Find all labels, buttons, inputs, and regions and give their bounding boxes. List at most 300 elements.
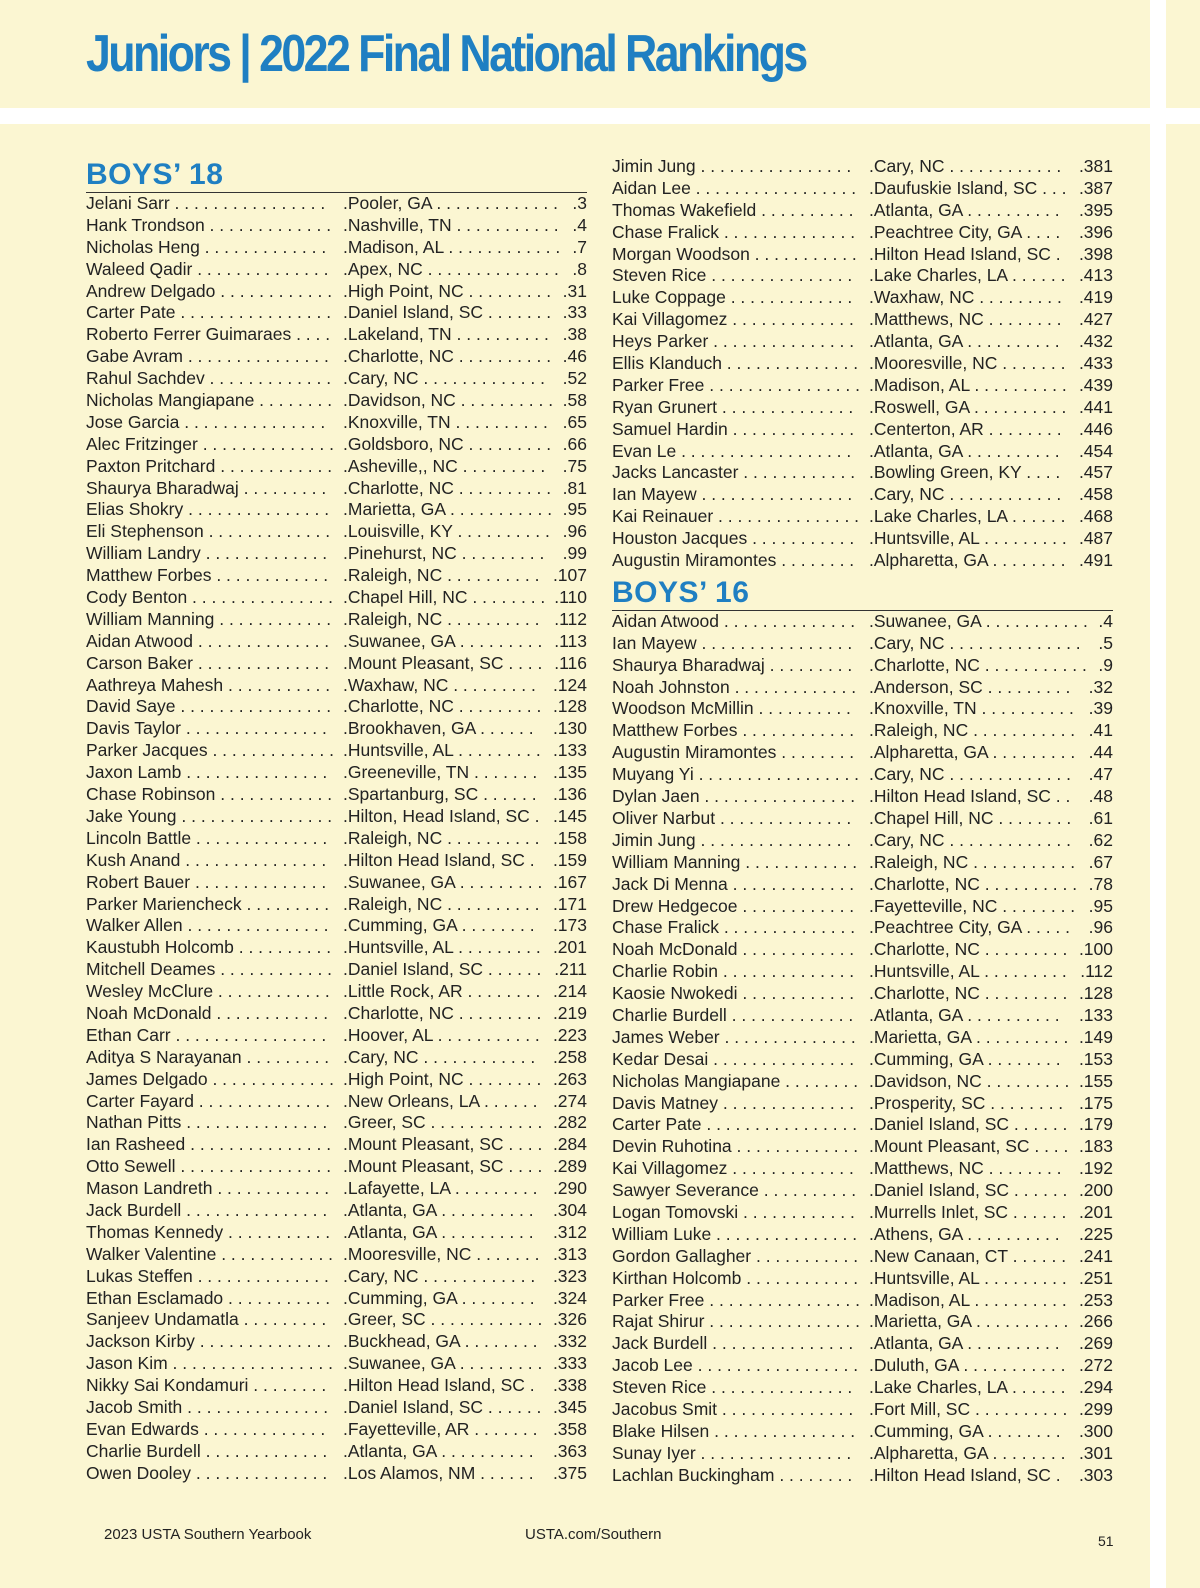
player-rank: .398	[1078, 243, 1113, 264]
player-hometown: .Cumming, GA . . . . . . . .	[343, 1287, 535, 1308]
player-hometown: .Raleigh, NC . . . . . . . . . . .	[869, 851, 1076, 872]
player-rank: .136	[552, 784, 587, 805]
player-rank: .5	[1098, 632, 1113, 653]
player-name: Walker Allen . . . . . . . . . . . . . . .	[86, 915, 329, 936]
player-rank: .128	[1078, 983, 1113, 1004]
player-name: Nicholas Mangiapane . . . . . . . .	[612, 1070, 859, 1091]
player-hometown: .Huntsville, AL . . . . . . . . .	[869, 1267, 1067, 1288]
player-rank: .326	[552, 1309, 587, 1330]
player-name: Charlie Robin . . . . . . . . . . . . . .	[612, 961, 855, 982]
player-name: Logan Tomovski . . . . . . . . . . . .	[612, 1201, 855, 1222]
player-name: Jackson Kirby . . . . . . . . . . . . . .	[86, 1331, 332, 1352]
player-rank: .95	[562, 499, 587, 520]
player-rank: .9	[1098, 654, 1113, 675]
player-hometown: .Huntsville, AL . . . . . . . . .	[343, 937, 541, 958]
player-name: Parker Free . . . . . . . . . . . . . . . .	[612, 1289, 860, 1310]
player-name: David Saye . . . . . . . . . . . . . . . .	[86, 696, 332, 717]
ranking-row	[612, 1399, 1113, 1421]
player-hometown: .Cary, NC . . . . . . . . . . . .	[343, 1046, 536, 1067]
player-name: Carter Pate . . . . . . . . . . . . . . . .	[86, 302, 332, 323]
ranking-row	[86, 937, 587, 959]
player-name: Charlie Burdell . . . . . . . . . . . . .	[86, 1440, 328, 1461]
ranking-row	[86, 412, 587, 434]
ranking-row	[612, 1465, 1113, 1487]
player-hometown: .Hoover, AL . . . . . . . . . . .	[343, 1024, 540, 1045]
ranking-row	[86, 587, 587, 609]
ranking-row	[86, 368, 587, 390]
player-name: Wesley McClure . . . . . . . . . . . .	[86, 981, 330, 1002]
player-rank: .48	[1088, 786, 1113, 807]
player-hometown: .Suwanee, GA . . . . . . . . .	[343, 1353, 543, 1374]
player-rank: .441	[1078, 396, 1113, 417]
player-rank: .289	[552, 1156, 587, 1177]
player-hometown: .Knoxville, TN . . . . . . . . . .	[869, 698, 1074, 719]
player-name: Roberto Ferrer Guimaraes . . . .	[86, 324, 331, 345]
player-hometown: .Marietta, GA . . . . . . . . . .	[869, 1026, 1069, 1047]
player-hometown: .Atlanta, GA . . . . . . . . . .	[869, 1004, 1060, 1025]
player-rank: .155	[1078, 1070, 1113, 1091]
player-hometown: .Cary, NC . . . . . . . . . . . . .	[869, 764, 1071, 785]
ranking-row	[612, 896, 1113, 918]
ranking-row	[612, 419, 1113, 441]
section-title-boys18: BOYS’ 18	[86, 156, 587, 193]
player-rank: .95	[1088, 895, 1113, 916]
player-rank: .130	[552, 718, 587, 739]
player-rank: .266	[1078, 1311, 1113, 1332]
player-name: Alec Fritzinger . . . . . . . . . . . . . .	[86, 433, 334, 454]
ranking-row	[612, 550, 1113, 572]
player-hometown: .Atlanta, GA . . . . . . . . . .	[869, 1333, 1060, 1354]
player-hometown: .Madison, AL . . . . . . . . . .	[869, 374, 1067, 395]
player-name: Chase Fralick . . . . . . . . . . . . . .	[612, 221, 856, 242]
ranking-row	[86, 1112, 587, 1134]
player-name: Woodson McMillin . . . . . . . . . .	[612, 698, 851, 719]
player-rank: .253	[1078, 1289, 1113, 1310]
ranking-row	[612, 852, 1113, 874]
section-title-boys16: BOYS’ 16	[612, 574, 1113, 611]
ranking-row	[86, 850, 587, 872]
header-edge-strip	[1166, 0, 1200, 108]
player-name: Kedar Desai . . . . . . . . . . . . . . .	[612, 1048, 855, 1069]
player-hometown: .Charlotte, NC . . . . . . . . .	[343, 696, 542, 717]
player-hometown: .Charlotte, NC . . . . . . . . . .	[343, 346, 552, 367]
ranking-row	[86, 828, 587, 850]
ranking-row	[612, 353, 1113, 375]
player-hometown: .Charlotte, NC . . . . . . . . . . .	[869, 654, 1087, 675]
player-hometown: .Cary, NC . . . . . . . . . . . . .	[343, 368, 545, 389]
player-rank: .454	[1078, 440, 1113, 461]
player-rank: .387	[1078, 177, 1113, 198]
player-hometown: .Lake Charles, LA . . . . . .	[869, 265, 1066, 286]
ranking-row	[612, 156, 1113, 178]
player-rank: .110	[554, 587, 587, 608]
ranking-row	[612, 1246, 1113, 1268]
player-rank: .468	[1078, 506, 1113, 527]
player-rank: .33	[562, 302, 587, 323]
player-hometown: .Huntsville, AL . . . . . . . . .	[869, 528, 1067, 549]
player-name: Jack Burdell . . . . . . . . . . . . . . .	[612, 1333, 854, 1354]
player-name: Thomas Wakefield . . . . . . . . . .	[612, 199, 854, 220]
ranking-row	[86, 1134, 587, 1156]
ranking-row	[86, 609, 587, 631]
player-hometown: .Charlotte, NC . . . . . . . . .	[343, 1002, 542, 1023]
ranking-row	[612, 1224, 1113, 1246]
player-hometown: .Hilton Head Island, SC .	[869, 1464, 1061, 1485]
player-hometown: .Hilton Head Island, SC . .	[869, 786, 1071, 807]
player-name: Evan Le . . . . . . . . . . . . . . . . . .	[612, 440, 852, 461]
player-rank: .31	[562, 280, 587, 301]
ranking-row	[86, 653, 587, 675]
page-number: 51	[1098, 1533, 1114, 1549]
player-hometown: .Bowling Green, KY . . . .	[869, 462, 1061, 483]
ranking-row	[612, 1180, 1113, 1202]
player-name: Mitchell Deames . . . . . . . . . . . .	[86, 959, 333, 980]
ranking-row	[86, 696, 587, 718]
player-hometown: .Charlotte, NC . . . . . . . . . .	[343, 477, 552, 498]
ranking-row	[86, 1331, 587, 1353]
ranking-row	[612, 830, 1113, 852]
player-name: Jason Kim . . . . . . . . . . . . . . . . .	[86, 1353, 334, 1374]
ranking-row	[86, 1244, 587, 1266]
player-name: Aidan Atwood . . . . . . . . . . . . . .	[612, 610, 856, 631]
player-hometown: .Marietta, GA . . . . . . . . . .	[869, 1311, 1069, 1332]
ranking-row	[86, 784, 587, 806]
player-name: Jake Young . . . . . . . . . . . . . . . .	[86, 805, 333, 826]
player-hometown: .Cumming, GA . . . . . . . .	[343, 915, 535, 936]
player-name: Shaurya Bharadwaj . . . . . . . . .	[612, 654, 853, 675]
player-rank: .323	[552, 1265, 587, 1286]
player-name: Jack Di Menna . . . . . . . . . . . . .	[612, 873, 855, 894]
player-hometown: .Waxhaw, NC . . . . . . . . .	[343, 674, 536, 695]
ranking-row	[612, 1136, 1113, 1158]
player-rank: .223	[552, 1024, 587, 1045]
player-hometown: .Mount Pleasant, SC . . . .	[343, 652, 543, 673]
player-name: Chase Fralick . . . . . . . . . . . . . .	[612, 917, 856, 938]
ranking-row	[86, 1288, 587, 1310]
boys18-ranking-list	[86, 193, 587, 1485]
ranking-row	[612, 506, 1113, 528]
player-hometown: .New Orleans, LA . . . . . .	[343, 1090, 538, 1111]
player-hometown: .Los Alamos, NM . . . . . .	[343, 1462, 534, 1483]
player-rank: .396	[1078, 221, 1113, 242]
player-rank: .192	[1078, 1158, 1113, 1179]
player-rank: .219	[552, 1002, 587, 1023]
player-name: Nicholas Mangiapane . . . . . . . .	[86, 390, 333, 411]
player-rank: .39	[1088, 698, 1113, 719]
player-rank: .375	[552, 1462, 587, 1483]
player-hometown: .New Canaan, CT . . . . . .	[869, 1245, 1067, 1266]
player-rank: .241	[1078, 1245, 1113, 1266]
player-rank: .112	[554, 608, 587, 629]
player-rank: .124	[552, 674, 587, 695]
player-name: Ellis Klanduch . . . . . . . . . . . . . .	[612, 353, 859, 374]
player-name: Ethan Carr . . . . . . . . . . . . . . . .	[86, 1024, 327, 1045]
player-hometown: .Athens, GA . . . . . . . . . .	[869, 1223, 1060, 1244]
footer-yearbook: 2023 USTA Southern Yearbook	[104, 1526, 312, 1543]
ranking-row	[86, 718, 587, 740]
player-rank: .413	[1078, 265, 1113, 286]
player-hometown: .Cumming, GA . . . . . . . .	[869, 1420, 1061, 1441]
player-rank: .66	[562, 433, 587, 454]
ranking-row	[86, 259, 587, 281]
player-name: Kirthan Holcomb . . . . . . . . . . . .	[612, 1267, 859, 1288]
player-name: William Luke . . . . . . . . . . . . . . .	[612, 1223, 858, 1244]
player-rank: .133	[1078, 1004, 1113, 1025]
player-name: Samuel Hardin . . . . . . . . . . . . .	[612, 418, 855, 439]
ranking-row	[86, 193, 587, 215]
ranking-row	[86, 215, 587, 237]
ranking-row	[86, 1397, 587, 1419]
player-hometown: .Raleigh, NC . . . . . . . . . .	[343, 827, 540, 848]
ranking-row	[612, 1268, 1113, 1290]
player-name: Lukas Steffen . . . . . . . . . . . . . .	[86, 1265, 329, 1286]
player-name: Aditya S Narayanan . . . . . . . . .	[86, 1046, 330, 1067]
player-rank: .419	[1078, 287, 1113, 308]
player-name: Mason Landreth . . . . . . . . . . . .	[86, 1178, 330, 1199]
player-hometown: .Atlanta, GA . . . . . . . . . .	[343, 1221, 534, 1242]
player-name: Lachlan Buckingham . . . . . . . .	[612, 1464, 853, 1485]
ranking-row	[86, 1025, 587, 1047]
ranking-row	[86, 324, 587, 346]
player-hometown: .Mooresville, NC . . . . . . .	[869, 353, 1066, 374]
ranking-row	[612, 1093, 1113, 1115]
player-hometown: .Hilton Head Island, SC .	[869, 243, 1061, 264]
boys18-ranking-list-continued	[612, 156, 1113, 572]
player-name: Carson Baker . . . . . . . . . . . . . .	[86, 652, 330, 673]
player-name: Jacobus Smit . . . . . . . . . . . . . .	[612, 1398, 854, 1419]
ranking-row	[86, 631, 587, 653]
player-rank: .113	[554, 630, 587, 651]
ranking-row	[86, 456, 587, 478]
ranking-row	[86, 1353, 587, 1375]
ranking-row	[86, 1266, 587, 1288]
player-hometown: .Suwanee, GA . . . . . . . . .	[343, 630, 543, 651]
player-hometown: .Charlotte, NC . . . . . . . . .	[869, 939, 1068, 960]
player-name: Aidan Lee . . . . . . . . . . . . . . . . .	[612, 177, 857, 198]
player-rank: .258	[552, 1046, 587, 1067]
player-hometown: .Cary, NC . . . . . . . . . . . .	[343, 1265, 536, 1286]
player-rank: .96	[1088, 917, 1113, 938]
player-rank: .363	[552, 1440, 587, 1461]
player-hometown: .Roswell, GA . . . . . . . . . .	[869, 396, 1067, 417]
player-name: Sawyer Severance . . . . . . . . . .	[612, 1180, 857, 1201]
player-rank: .312	[552, 1221, 587, 1242]
player-name: Noah McDonald . . . . . . . . . . . .	[612, 939, 855, 960]
player-name: Houston Jacques . . . . . . . . . . .	[612, 528, 855, 549]
player-hometown: .Apex, NC . . . . . . . . . . . . . .	[343, 258, 559, 279]
ranking-row	[612, 961, 1113, 983]
player-name: Charlie Burdell . . . . . . . . . . . . .	[612, 1004, 854, 1025]
player-rank: .171	[552, 893, 587, 914]
ranking-row	[86, 872, 587, 894]
player-rank: .395	[1078, 199, 1113, 220]
ranking-row	[612, 1333, 1113, 1355]
player-rank: .81	[562, 477, 587, 498]
player-rank: .225	[1078, 1223, 1113, 1244]
player-rank: .439	[1078, 374, 1113, 395]
player-hometown: .Charlotte, NC . . . . . . . . .	[869, 983, 1068, 1004]
ranking-row	[612, 874, 1113, 896]
player-hometown: .Little Rock, AR . . . . . . . .	[343, 981, 541, 1002]
player-name: Rajat Shirur . . . . . . . . . . . . . . . .	[612, 1311, 860, 1332]
player-rank: .116	[554, 652, 587, 673]
ranking-row	[86, 740, 587, 762]
player-hometown: .Fort Mill, SC . . . . . . . . . .	[869, 1398, 1068, 1419]
player-hometown: .Cumming, GA . . . . . . . .	[869, 1048, 1061, 1069]
player-rank: .282	[552, 1112, 587, 1133]
player-rank: .96	[562, 521, 587, 542]
ranking-row	[612, 939, 1113, 961]
player-name: Noah McDonald . . . . . . . . . . . .	[86, 1002, 329, 1023]
player-rank: .200	[1078, 1180, 1113, 1201]
ranking-row	[86, 1003, 587, 1025]
player-hometown: .Mount Pleasant, SC . . . .	[869, 1136, 1069, 1157]
player-name: Gordon Gallagher . . . . . . . . . . .	[612, 1245, 859, 1266]
footer-website: USTA.com/Southern	[525, 1526, 662, 1543]
player-hometown: .Nashville, TN . . . . . . . . . . .	[343, 214, 559, 235]
ranking-row	[612, 917, 1113, 939]
player-rank: .44	[1088, 742, 1113, 763]
player-name: Robert Bauer . . . . . . . . . . . . . .	[86, 871, 327, 892]
player-hometown: .Cary, NC . . . . . . . . . . . . . .	[869, 632, 1081, 653]
player-name: Parker Mariencheck . . . . . . . . .	[86, 893, 330, 914]
player-rank: .446	[1078, 418, 1113, 439]
player-hometown: .Cary, NC . . . . . . . . . . . . .	[869, 829, 1071, 850]
ranking-row	[86, 499, 587, 521]
player-name: Nathan Pitts . . . . . . . . . . . . . . .	[86, 1112, 328, 1133]
ranking-row	[86, 478, 587, 500]
ranking-row	[86, 1419, 587, 1441]
player-hometown: .High Point, NC . . . . . . . .	[343, 1068, 542, 1089]
ranking-row	[86, 762, 587, 784]
player-hometown: .High Point, NC . . . . . . . . .	[343, 280, 552, 301]
ranking-row	[612, 1071, 1113, 1093]
player-hometown: .Charlotte, NC . . . . . . . . . .	[869, 873, 1078, 894]
player-hometown: .Cary, NC . . . . . . . . . . . .	[869, 484, 1062, 505]
ranking-row	[86, 675, 587, 697]
player-rank: .183	[1078, 1136, 1113, 1157]
ranking-row	[86, 1441, 587, 1463]
player-name: Morgan Woodson . . . . . . . . . . .	[612, 243, 857, 264]
player-hometown: .Peachtree City, GA . . . .	[869, 221, 1061, 242]
player-name: Augustin Miramontes . . . . . . . .	[612, 550, 855, 571]
player-hometown: .Madison, AL . . . . . . . . . . . .	[343, 236, 561, 257]
player-hometown: .Greer, SC . . . . . . . . . . . .	[343, 1112, 543, 1133]
ranking-row	[86, 1309, 587, 1331]
player-hometown: .Greeneville, TN . . . . . . .	[343, 762, 538, 783]
left-column	[86, 156, 587, 1485]
player-rank: .32	[1088, 676, 1113, 697]
player-name: Kaustubh Holcomb . . . . . . . . . .	[86, 937, 332, 958]
player-name: Gabe Avram . . . . . . . . . . . . . . .	[86, 346, 329, 367]
player-rank: .433	[1078, 353, 1113, 374]
player-rank: .301	[1078, 1442, 1113, 1463]
player-name: Otto Sewell . . . . . . . . . . . . . . . .	[86, 1156, 332, 1177]
player-hometown: .Centerton, AR . . . . . . . .	[869, 418, 1062, 439]
player-name: Matthew Forbes . . . . . . . . . . . .	[612, 720, 855, 741]
player-name: Aidan Atwood . . . . . . . . . . . . . .	[86, 630, 330, 651]
player-rank: .173	[552, 915, 587, 936]
player-rank: .299	[1078, 1398, 1113, 1419]
player-hometown: .Asheville,, NC . . . . . . . . .	[343, 455, 546, 476]
player-hometown: .Daufuskie Island, SC . . .	[869, 177, 1067, 198]
player-name: Shaurya Bharadwaj . . . . . . . . .	[86, 477, 327, 498]
ranking-row	[86, 565, 587, 587]
player-name: Jacob Smith . . . . . . . . . . . . . . .	[86, 1396, 329, 1417]
player-hometown: .Lafayette, LA . . . . . . . . .	[343, 1178, 538, 1199]
ranking-row	[612, 808, 1113, 830]
player-rank: .457	[1078, 462, 1113, 483]
player-name: Ian Rasheed . . . . . . . . . . . . . . .	[86, 1134, 332, 1155]
player-name: Jimin Jung . . . . . . . . . . . . . . . .	[612, 829, 852, 850]
player-hometown: .Daniel Island, SC . . . . . .	[343, 1396, 542, 1417]
player-hometown: .Mount Pleasant, SC . . . .	[343, 1156, 543, 1177]
player-name: Owen Dooley . . . . . . . . . . . . . .	[86, 1462, 328, 1483]
player-rank: .47	[1088, 764, 1113, 785]
player-name: Rahul Sachdev . . . . . . . . . . . . .	[86, 368, 332, 389]
player-rank: .100	[1078, 939, 1113, 960]
player-hometown: .Atlanta, GA . . . . . . . . . .	[869, 331, 1060, 352]
player-name: Dylan Jaen . . . . . . . . . . . . . . . .	[612, 786, 856, 807]
player-hometown: .Daniel Island, SC . . . . . .	[343, 959, 542, 980]
ranking-row	[86, 1222, 587, 1244]
player-hometown: .Fayetteville, NC . . . . . . . .	[869, 895, 1076, 916]
player-name: Drew Hedgecoe . . . . . . . . . . . .	[612, 895, 855, 916]
player-name: Hank Trondson . . . . . . . . . . . . .	[86, 214, 332, 235]
player-name: Jacob Lee . . . . . . . . . . . . . . . . .	[612, 1355, 859, 1376]
player-hometown: .Cary, NC . . . . . . . . . . . .	[869, 156, 1062, 176]
player-hometown: .Brookhaven, GA . . . . . .	[343, 718, 534, 739]
player-name: Kush Anand . . . . . . . . . . . . . . .	[86, 849, 327, 870]
ranking-row	[86, 1375, 587, 1397]
player-name: Paxton Pritchard . . . . . . . . . . . .	[86, 455, 333, 476]
player-hometown: .Madison, AL . . . . . . . . . .	[869, 1289, 1067, 1310]
player-rank: .133	[552, 740, 587, 761]
player-rank: .303	[1078, 1464, 1113, 1485]
ranking-row	[612, 178, 1113, 200]
ranking-row	[612, 1049, 1113, 1071]
player-rank: .290	[552, 1178, 587, 1199]
ranking-row	[86, 1156, 587, 1178]
ranking-row	[612, 1027, 1113, 1049]
player-name: Augustin Miramontes . . . . . . . .	[612, 742, 855, 763]
player-rank: .158	[552, 827, 587, 848]
ranking-row	[612, 441, 1113, 463]
ranking-row	[86, 390, 587, 412]
player-rank: .214	[552, 981, 587, 1002]
ranking-row	[612, 1290, 1113, 1312]
player-name: Eli Stephenson . . . . . . . . . . . . .	[86, 521, 331, 542]
player-rank: .294	[1078, 1377, 1113, 1398]
player-name: Matthew Forbes . . . . . . . . . . . .	[86, 565, 329, 586]
player-hometown: .Chapel Hill, NC . . . . . . . .	[869, 807, 1072, 828]
ranking-row	[612, 200, 1113, 222]
player-rank: .432	[1078, 331, 1113, 352]
player-name: Davis Taylor . . . . . . . . . . . . . . .	[86, 718, 327, 739]
ranking-row	[612, 698, 1113, 720]
player-name: Jaxon Lamb . . . . . . . . . . . . . . .	[86, 762, 328, 783]
player-hometown: .Atlanta, GA . . . . . . . . . .	[343, 1440, 534, 1461]
ranking-row	[86, 434, 587, 456]
player-rank: .358	[552, 1418, 587, 1439]
player-rank: .128	[552, 696, 587, 717]
player-name: Steven Rice . . . . . . . . . . . . . . .	[612, 1377, 853, 1398]
ranking-row	[612, 764, 1113, 786]
player-hometown: .Lake Charles, LA . . . . . .	[869, 1377, 1066, 1398]
ranking-row	[612, 397, 1113, 419]
player-rank: .159	[552, 849, 587, 870]
right-column	[612, 156, 1113, 1487]
